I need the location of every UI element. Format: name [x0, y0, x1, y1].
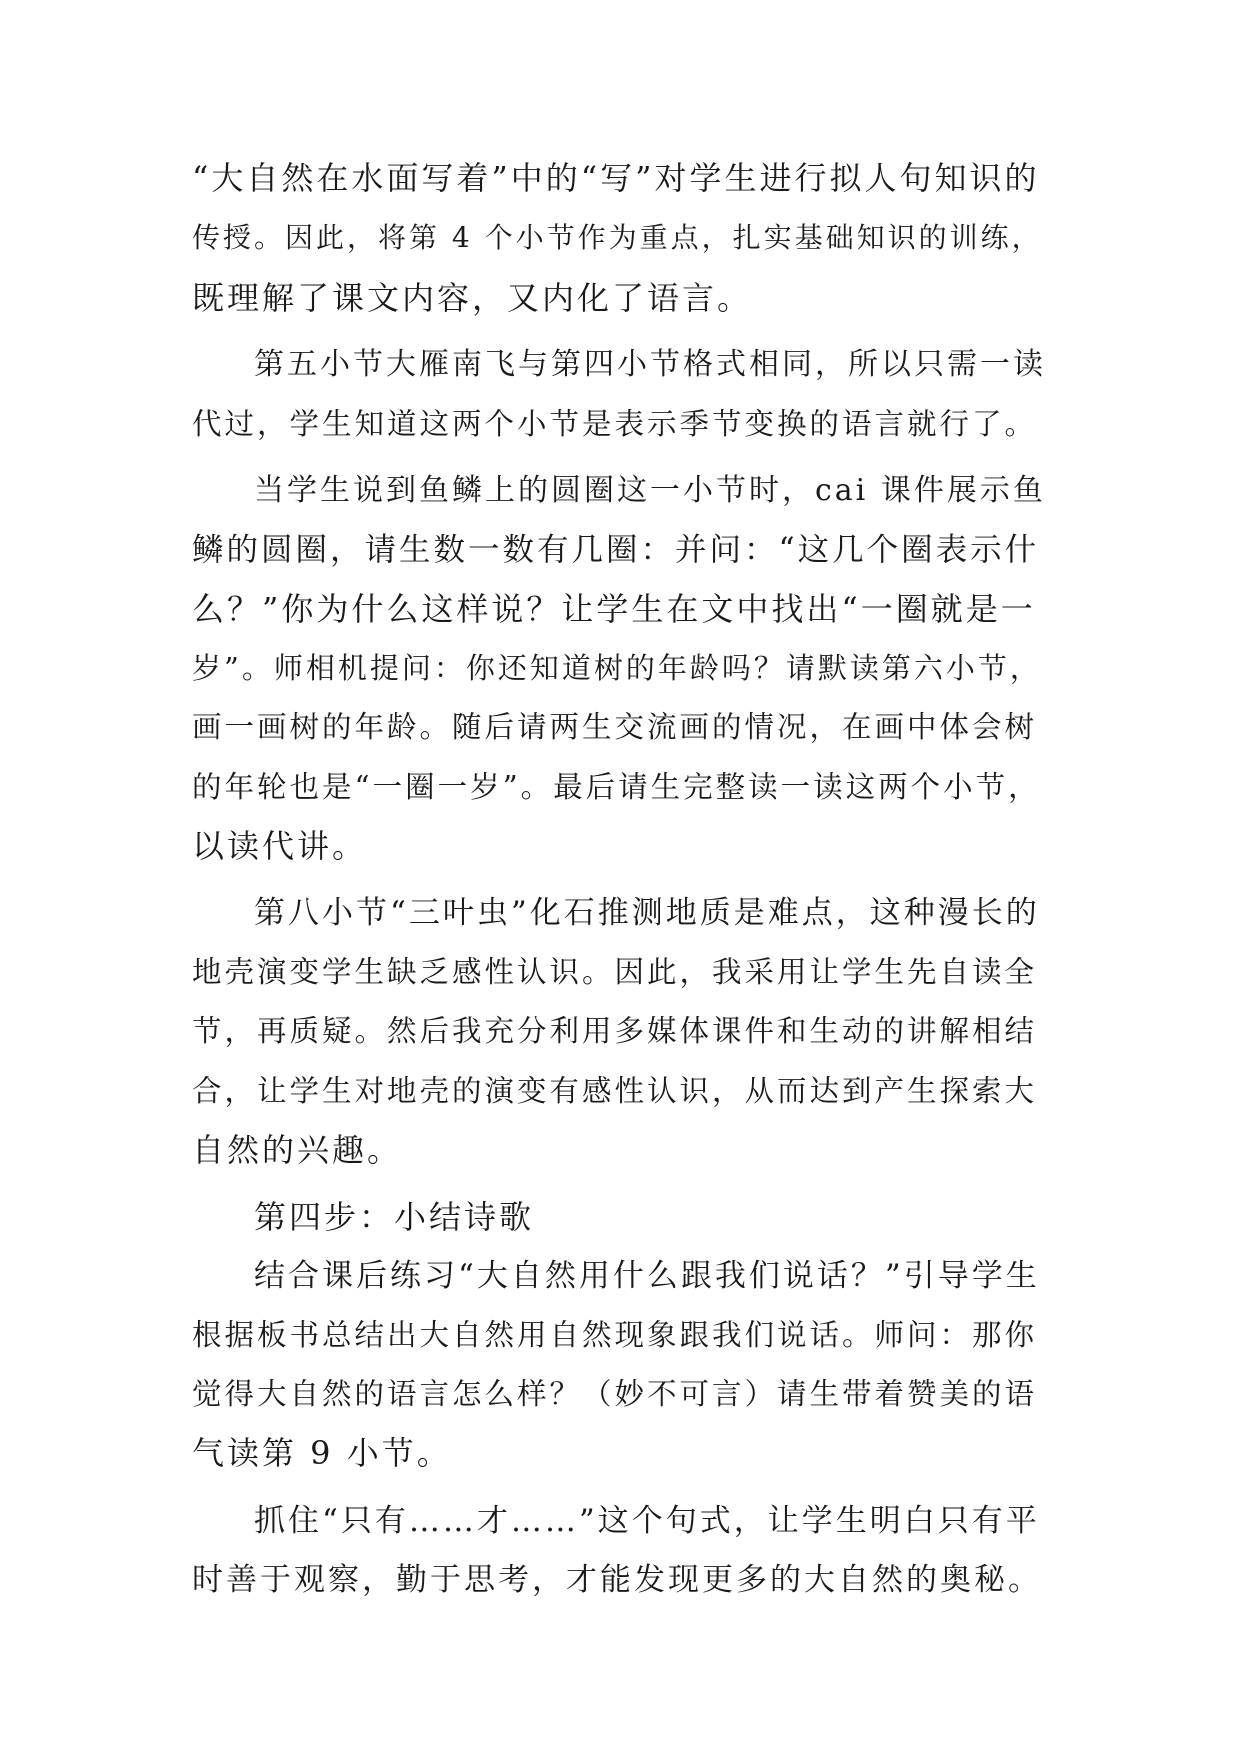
text-line: 根据板书总结出大自然用自然现象跟我们说话。师问：那你 [192, 1318, 1038, 1352]
text-line: 地壳演变学生缺乏感性认识。因此，我采用让学生先自读全 [192, 955, 1038, 989]
text-line: 第八小节“三叶虫”化石推测地质是难点，这种漫长的 [254, 895, 1040, 931]
text-line: 时善于观察，勤于思考，才能发现更多的大自然的奥秘。 [192, 1562, 1042, 1598]
text-line: 传授。因此，将第 4 个小节作为重点，扎实基础知识的训练， [192, 221, 1043, 254]
text-line: 觉得大自然的语言怎么样？（妙不可言）请生带着赞美的语 [192, 1377, 1038, 1411]
text-line: 以读代讲。 [192, 827, 368, 865]
text-line: 结合课后练习“大自然用什么跟我们说话？”引导学生 [254, 1258, 1040, 1294]
text-line: 岁”。师相机提问：你还知道树的年龄吗？请默读第六小节， [192, 651, 1042, 685]
text-line: 么？”你为什么这样说？让学生在文中找出“一圈就是一 [192, 590, 1036, 628]
text-line: 节，再质疑。然后我充分利用多媒体课件和生动的讲解相结 [192, 1014, 1038, 1048]
text-line: 鳞的圆圈，请生数一数有几圈：并问：“这几个圈表示什 [192, 532, 1040, 568]
text-line: “大自然在水面写着”中的“写”对学生进行拟人句知识的 [192, 159, 1040, 197]
text-line: 的年轮也是“一圈一岁”。最后请生完整读一读这两个小节， [192, 770, 1041, 804]
text-line: 气读第 9 小节。 [192, 1434, 452, 1472]
text-line: 画一画树的年龄。随后请两生交流画的情况，在画中体会树 [192, 710, 1038, 744]
section-heading: 第四步：小结诗歌 [254, 1198, 535, 1236]
text-line: 抓住“只有……才……”这个句式，让学生明白只有平 [254, 1503, 1040, 1539]
text-line: 自然的兴趣。 [192, 1131, 403, 1169]
text-line: 第五小节大雁南飞与第四小节格式相同，所以只需一读 [254, 347, 1046, 382]
text-line: 代过，学生知道这两个小节是表示季节变换的语言就行了。 [192, 407, 1038, 441]
text-line: 合，让学生对地壳的演变有感性认识，从而达到产生探索大 [192, 1074, 1038, 1108]
text-line: 当学生说到鱼鳞上的圆圈这一小节时，cai 课件展示鱼 [254, 473, 1046, 508]
text-line: 既理解了课文内容，又内化了语言。 [192, 279, 753, 317]
